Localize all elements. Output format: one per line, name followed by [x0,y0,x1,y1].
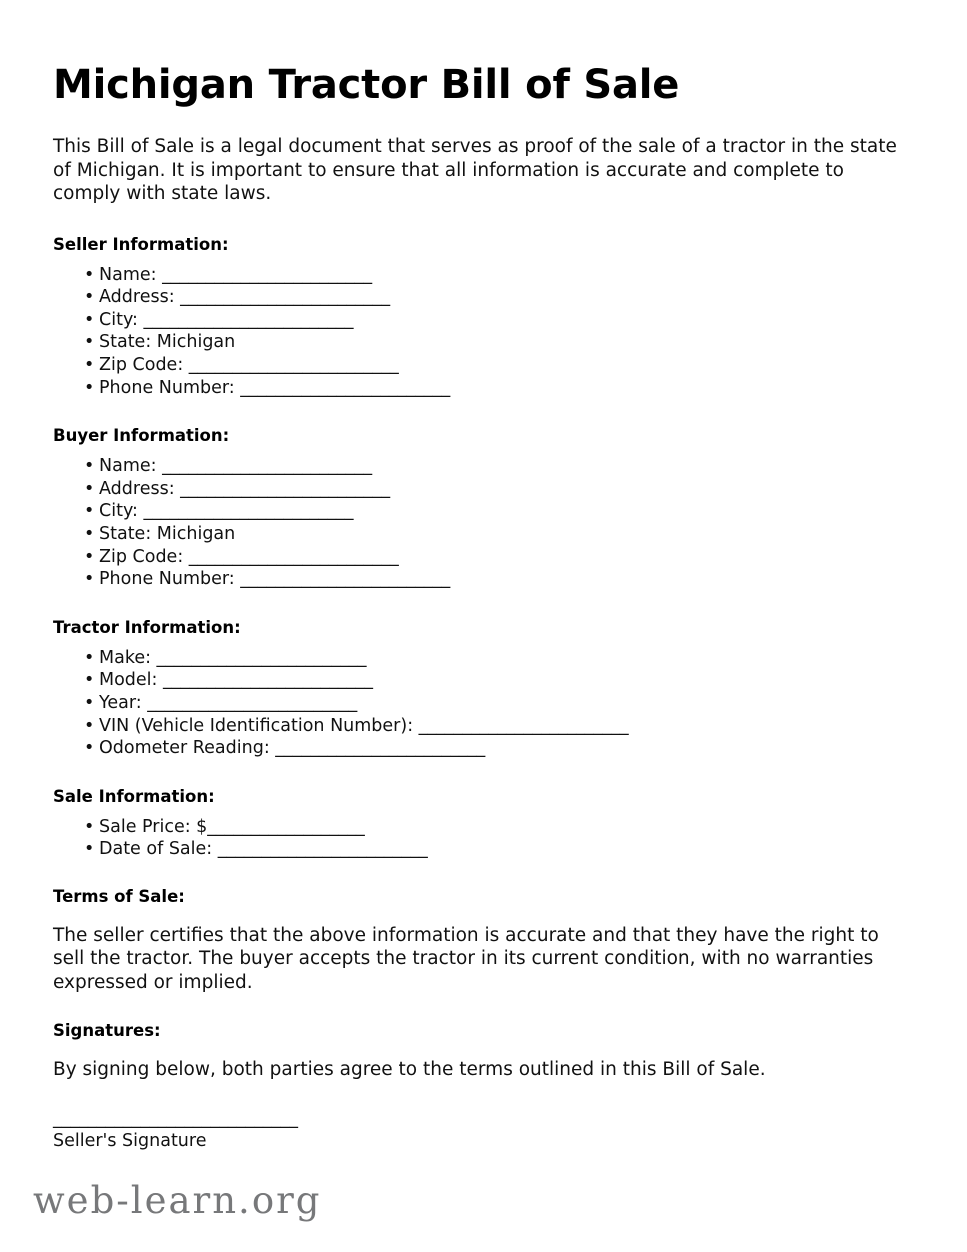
list-item: • Zip Code: ________________________ [53,546,915,569]
list-item: • Date of Sale: ________________________ [53,838,915,861]
list-item: • Zip Code: ________________________ [53,354,915,377]
list-item: • VIN (Vehicle Identification Number): ________________________ [53,715,915,738]
signatures-paragraph: By signing below, both parties agree to the terms outlined in this Bill of Sale. [53,1059,766,1081]
section-heading-signatures: Signatures: [53,1021,161,1041]
section-heading-terms: Terms of Sale: [53,886,185,906]
section-heading-sale: Sale Information: [53,786,215,806]
list-item: • Name: ________________________ [53,264,915,287]
list-item: • City: ________________________ [53,500,915,523]
list-item: • Sale Price: $__________________ [53,816,915,839]
section-heading-seller: Seller Information: [53,234,229,254]
terms-paragraph: The seller certifies that the above information is accurate and that they have the right to sell the tractor. The buyer accepts the tractor in its current condition, with no warranties expressed or implied. [53,924,879,993]
list-item: • Odometer Reading: ________________________ [53,737,915,760]
list-item: • State: Michigan [53,331,915,354]
sale-fields-list [53,806,915,861]
document-content [53,0,915,1152]
list-item: • Address: ________________________ [53,286,915,309]
list-item: • Address: ________________________ [53,478,915,501]
list-item: • Year: ________________________ [53,692,915,715]
list-item: • Name: ________________________ [53,455,915,478]
seller-fields-list [53,254,915,400]
list-item: • Phone Number: ________________________ [53,568,915,591]
list-item: • Phone Number: ________________________ [53,377,915,400]
tractor-fields-list [53,637,915,760]
site-watermark: web-learn.org [33,1179,322,1222]
seller-signature-label: Seller's Signature [53,1130,207,1151]
list-item: • Model: ________________________ [53,669,915,692]
list-item: • Make: ________________________ [53,647,915,670]
seller-signature-block [53,1082,915,1152]
list-item: • City: ________________________ [53,309,915,332]
buyer-fields-list [53,445,915,591]
intro-paragraph: This Bill of Sale is a legal document that serves as proof of the sale of a tractor in the state of Michigan. It is important to ensure that all information is accurate and complete to comply with state laws. [53,136,897,205]
seller-signature-line: ____________________________ [53,1108,298,1129]
page-title: Michigan Tractor Bill of Sale [53,62,680,108]
section-heading-tractor: Tractor Information: [53,617,241,637]
list-item: • State: Michigan [53,523,915,546]
section-heading-buyer: Buyer Information: [53,426,230,446]
